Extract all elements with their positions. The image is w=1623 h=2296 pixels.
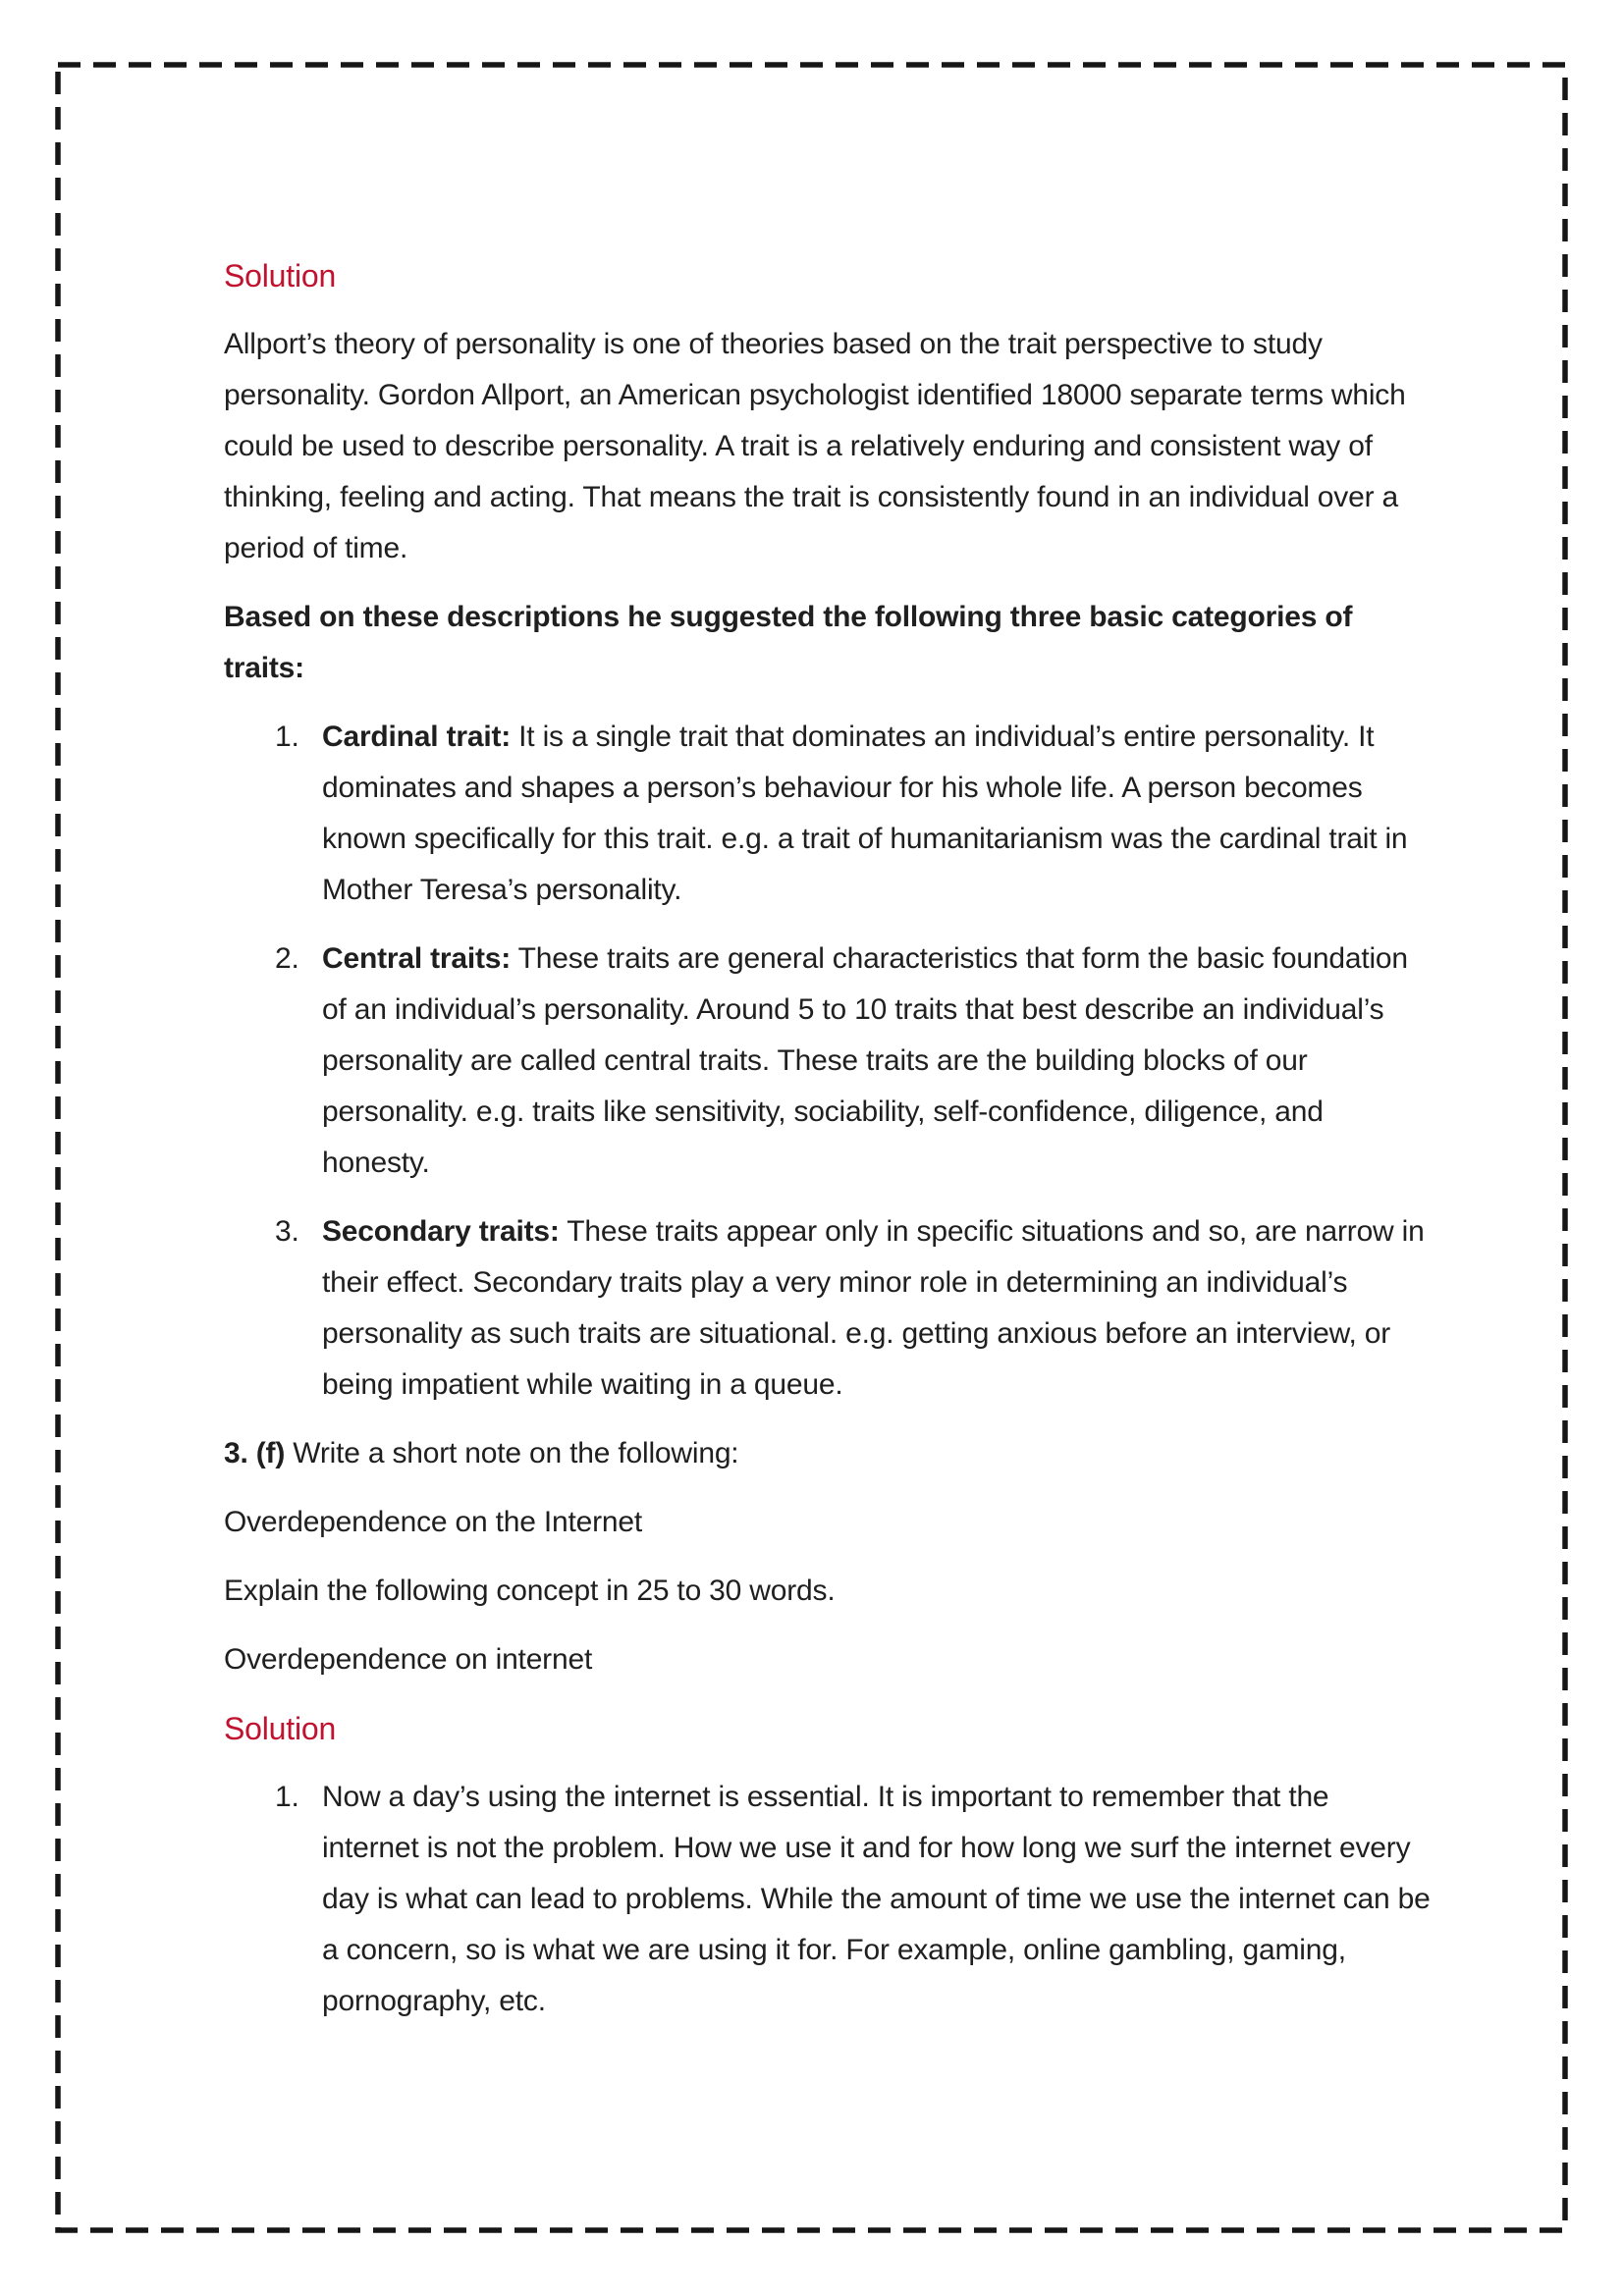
- trait-list-item-2: [224, 934, 1434, 1189]
- list-number: 1.: [275, 1781, 299, 1813]
- list-item-body: It is a single trait that dominates an individual’s entire personality. It dominates and shapes a person’s behaviour for his whole life. A person becomes known specifically for this trait. e.g. a trait of humanitarianism was the cardinal trait in Mother Teresa’s personality.: [322, 721, 1408, 906]
- solution-heading-2: Solution: [224, 1711, 337, 1746]
- list-item-lead-bold: Secondary traits:: [322, 1215, 560, 1248]
- topic-line-2: Overdependence on internet: [224, 1643, 593, 1676]
- question-number-bold: 3. (f): [224, 1437, 286, 1469]
- categories-heading: Based on these descriptions he suggested the following three basic categories of traits:: [224, 601, 1353, 684]
- question-line: [224, 1428, 1434, 1479]
- answer-list-item-1: [224, 1772, 1434, 2027]
- list-item-text: Now a day’s using the internet is essential. It is important to remember that the internet is not the problem. How we use it and for how long we surf the internet every day is what can lead to problems. While the amount of time we use the internet can be a concern, so is what we are using it for. For example, online gambling, gaming, pornography, etc.: [322, 1781, 1431, 2017]
- list-item-text: [322, 1215, 1425, 1401]
- list-number: 2.: [275, 942, 299, 975]
- list-number: 3.: [275, 1215, 299, 1248]
- solution-heading-1: Solution: [224, 258, 337, 294]
- list-item-lead-bold: Cardinal trait:: [322, 721, 512, 753]
- instruction-line: Explain the following concept in 25 to 30 words.: [224, 1575, 836, 1607]
- topic-line-1: Overdependence on the Internet: [224, 1506, 642, 1538]
- list-item-text: [322, 721, 1407, 906]
- list-item-text: [322, 942, 1408, 1179]
- trait-list-item-1: [224, 712, 1434, 916]
- intro-paragraph: Allport’s theory of personality is one of theories based on the trait perspective to study personality. Gordon Allport, an American psychologist identified 18000 separate terms which could be used to describe personality. A trait is a relatively enduring and consistent way of thinking, feeling and acting. That means the trait is consistently found in an individual over a period of time.: [224, 328, 1406, 564]
- trait-list-item-3: [224, 1206, 1434, 1411]
- traits-list: [224, 712, 1434, 1411]
- list-item-lead-bold: Central traits:: [322, 942, 512, 975]
- list-item-body: These traits appear only in specific situations and so, are narrow in their effect. Secondary traits play a very minor role in determining an individual’s personality as such traits are situational. e.g. getting anxious before an interview, or being impatient while waiting in a queue.: [322, 1215, 1425, 1401]
- list-item-body: These traits are general characteristics that form the basic foundation of an individual’s personality. Around 5 to 10 traits that best describe an individual’s personality are called central traits. These traits are the building blocks of our personality. e.g. traits like sensitivity, sociability, self-confidence, diligence, and honesty.: [322, 942, 1408, 1179]
- answer-list: [224, 1772, 1434, 2027]
- list-number: 1.: [275, 721, 299, 753]
- document-content: [224, 250, 1434, 2045]
- question-text: Write a short note on the following:: [285, 1437, 739, 1469]
